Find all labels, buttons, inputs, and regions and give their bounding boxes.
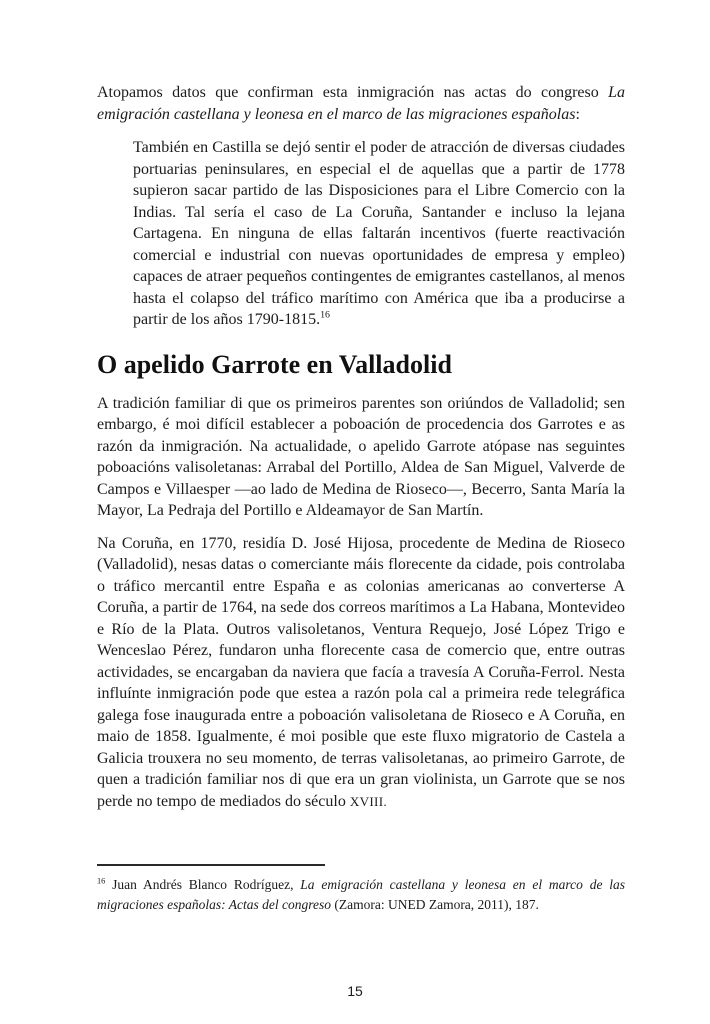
- text-run: Na Coruña, en 1770, residía D. José Hijosa, procedente de Medina de Rioseco (Valladolid), nesas datas o comerciante máis florecente da cidade, pois controlaba o tráfico mercantil entre España e as colonias americanas ao converterse A Coruña, a partir de 1764, na sede dos correos marítimos a La Habana, Montevideo e Río de la Plata. Outros valisoletanos, Ventura Requejo, José López Trigo e Wenceslao Pérez, fundaron unha florecente casa de comercio que, entre outras actividades, se encargaban da naviera que facía a travesía A Coruña-Ferrol. Nesta influínte inmigración pode que estea a razón pola cal a primeira rede telegráfica galega fose inaugurada entre a poboación valisoletana de Rioseco e A Coruña, en maio de 1858. Igualmente, é moi posible que este fluxo migratorio de Castela a Galicia trouxera no seu momento, de terras valisoletanas, ao primeiro Garrote, de quen a tradición familiar nos di que era un gran violinista, un Garrote que se nos perde no tempo de mediados do século: [97, 534, 625, 810]
- blockquote: [133, 137, 625, 331]
- footnote-separator: [97, 864, 325, 866]
- footnote: [97, 875, 625, 914]
- text-run: XVIII.: [349, 793, 387, 809]
- page-number: 15: [347, 983, 363, 999]
- footnote-area: [97, 864, 625, 914]
- text-run: Atopamos datos que confirman esta inmigración nas actas do congreso: [97, 84, 609, 101]
- text-run: También en Castilla se dejó sentir el poder de atracción de diversas ciudades portuarias peninsulares, en especial el de aquellas que a partir de 1778 supieron sacar partido de las Disposiciones para el Libre Comercio con la Indias. Tal sería el caso de La Coruña, Santander e incluso la lejana Cartagena. En ninguna de ellas faltarán incentivos (fuerte reactivación comercial e industrial con nuevas oportunidades de empresa y empleo) capaces de atraer pequeños contingentes de emigrantes castellanos, al menos hasta el colapso del tráfico marítimo con América que iba a producirse a partir de los años 1790-1815.: [133, 139, 625, 328]
- text-run: La emigración castellana y leonesa en el marco de las migraciones españolas: [97, 84, 625, 123]
- text-run: 16: [320, 309, 330, 321]
- text-run: (Zamora: UNED Zamora, 2011), 187.: [330, 896, 539, 912]
- text-run: Juan Andrés Blanco Rodríguez,: [105, 877, 301, 892]
- section-heading: O apelido Garrote en Valladolid: [97, 349, 452, 379]
- body-paragraph-2: [97, 533, 625, 813]
- text-run: 16: [97, 876, 106, 886]
- text-run: La emigración castellana y leonesa en el marco de las migraciones españolas: Actas del congreso: [97, 877, 625, 912]
- intro-paragraph: [97, 82, 625, 125]
- body-paragraph-1: [97, 393, 625, 522]
- text-run: A tradición familiar di que os primeiros parentes son oriúndos de Valladolid; sen embargo, é moi difícil establecer a poboación de procedencia dos Garrotes e as razón da inmigración. Na actualidade, o apelido Garrote atópase nas seguintes poboacións valisoletanas: Arrabal del Portillo, Aldea de San Miguel, Valverde de Campos e Villaesper —ao lado de Medina de Rioseco—, Becerro, Santa María la Mayor, La Pedraja del Portillo e Aldeamayor de San Martín.: [97, 394, 625, 519]
- text-run: :: [575, 105, 580, 123]
